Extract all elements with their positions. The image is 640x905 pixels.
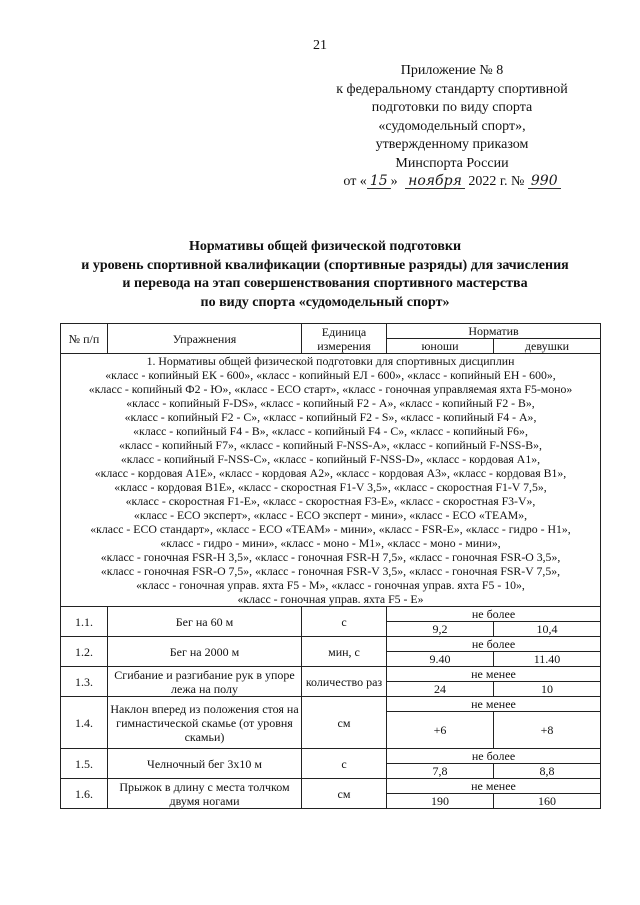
handwritten-day: 15 bbox=[367, 174, 391, 189]
title-line: и перевода на этап совершенствования спортивного мастерства bbox=[122, 276, 528, 291]
row-unit: см bbox=[302, 697, 387, 749]
row-boys: 7,8 bbox=[387, 764, 494, 779]
order-date-line bbox=[302, 173, 602, 192]
title-line: Нормативы общей физической подготовки bbox=[188, 239, 462, 254]
table-row bbox=[61, 637, 601, 652]
row-condition: не менее bbox=[387, 779, 601, 794]
table-row bbox=[61, 749, 601, 764]
header-girls: девушки bbox=[494, 339, 601, 354]
page-number: 21 bbox=[313, 38, 327, 53]
handwritten-month: ноября bbox=[405, 174, 465, 189]
section-line: «класс - копийный Ф2 - Ю», «класс - ECO старт», «класс - гоночная управляемая яхта F5-моно» bbox=[88, 382, 573, 396]
section-line: «класс - ECO стандарт», «класс - ECO «TEAM» - мини», «класс - FSR-Е», «класс - гидро - Н1», bbox=[90, 522, 571, 536]
row-girls: 10 bbox=[494, 682, 601, 697]
section-row bbox=[61, 354, 601, 607]
section-line: «класс - гоночная FSR-О 7,5», «класс - гоночная FSR-V 3,5», «класс - гоночная FSR-V 7,5», bbox=[100, 564, 561, 578]
document-title bbox=[30, 238, 620, 312]
date-year: 2022 г. № bbox=[468, 174, 525, 189]
row-girls: 10,4 bbox=[494, 622, 601, 637]
header-boys: юноши bbox=[387, 339, 494, 354]
header-norm: Норматив bbox=[387, 324, 601, 339]
row-unit: см bbox=[302, 779, 387, 809]
appendix-line: к федеральному стандарту спортивной bbox=[336, 81, 568, 97]
row-condition: не менее bbox=[387, 667, 601, 682]
row-girls: 8,8 bbox=[494, 764, 601, 779]
table-row bbox=[61, 779, 601, 794]
row-boys: 24 bbox=[387, 682, 494, 697]
row-exercise: Сгибание и разгибание рук в упоре лежа на полу bbox=[108, 667, 302, 697]
row-exercise: Бег на 60 м bbox=[108, 607, 302, 637]
row-exercise: Челночный бег 3х10 м bbox=[108, 749, 302, 779]
row-exercise: Бег на 2000 м bbox=[108, 637, 302, 667]
row-unit: с bbox=[302, 749, 387, 779]
appendix-line: подготовки по виду спорта bbox=[371, 100, 533, 115]
row-condition: не менее bbox=[387, 697, 601, 712]
section-line: «класс - копийный ЕК - 600», «класс - копийный ЕЛ - 600», «класс - копийный ЕН - 600», bbox=[105, 368, 556, 382]
section-line: «класс - гидро - мини», «класс - моно - М1», «класс - моно - мини», bbox=[160, 536, 501, 550]
section-line: «класс - гоночная управ. яхта F5 - М», «класс - гоночная управ. яхта F5 - 10», bbox=[136, 578, 525, 592]
section-line: «класс - скоростная F1-Е», «класс - скоростная F3-Е», «класс - скоростная F3-V», bbox=[125, 494, 536, 508]
section-line: «класс - копийный F-DS», «класс - копийный F2 - А», «класс - копийный F2 - В», bbox=[126, 396, 535, 410]
section-line: «класс - копийный F-NSS-C», «класс - копийный F-NSS-D», «класс - кордовая А1», bbox=[120, 452, 541, 466]
appendix-line: «судомодельный спорт», bbox=[378, 118, 526, 134]
row-unit: количество раз bbox=[302, 667, 387, 697]
row-exercise: Наклон вперед из положения стоя на гимнастической скамье (от уровня скамьи) bbox=[108, 697, 302, 749]
section-line: 1. Нормативы общей физической подготовки для спортивных дисциплин bbox=[146, 354, 515, 368]
header-exercise: Упражнения bbox=[108, 324, 302, 354]
row-boys: 190 bbox=[387, 794, 494, 809]
row-boys: 9.40 bbox=[387, 652, 494, 667]
row-boys: 9,2 bbox=[387, 622, 494, 637]
row-exercise: Прыжок в длину с места толчком двумя ногами bbox=[108, 779, 302, 809]
table-row bbox=[61, 607, 601, 622]
row-unit: с bbox=[302, 607, 387, 637]
appendix-line: Минспорта России bbox=[395, 155, 509, 171]
row-num: 1.6. bbox=[61, 779, 108, 809]
section-line: «класс - ECO эксперт», «класс - ECO эксперт - мини», «класс - ECO «TEAM», bbox=[133, 508, 528, 522]
table-row bbox=[61, 667, 601, 682]
title-line: и уровень спортивной квалификации (спортивные разряды) для зачисления bbox=[81, 257, 569, 273]
section-line: «класс - гоночная FSR-Н 3,5», «класс - гоночная FSR-Н 7,5», «класс - гоночная FSR-О 3,5», bbox=[100, 550, 561, 564]
row-boys: +6 bbox=[387, 712, 494, 749]
appendix-line: Приложение № 8 bbox=[400, 63, 504, 78]
row-unit: мин, с bbox=[302, 637, 387, 667]
row-num: 1.3. bbox=[61, 667, 108, 697]
section-line: «класс - копийный F2 - С», «класс - копийный F2 - S», «класс - копийный F4 - А», bbox=[124, 410, 537, 424]
table-header-row bbox=[61, 324, 601, 339]
appendix-line: утвержденному приказом bbox=[375, 137, 529, 152]
row-condition: не более bbox=[387, 637, 601, 652]
title-line: по виду спорта «судомодельный спорт» bbox=[200, 294, 450, 310]
row-num: 1.5. bbox=[61, 749, 108, 779]
row-girls: 160 bbox=[494, 794, 601, 809]
date-prefix: от « bbox=[343, 174, 367, 189]
header-unit: Единица измерения bbox=[302, 324, 387, 354]
row-girls: 11.40 bbox=[494, 652, 601, 667]
date-mid: » bbox=[390, 174, 398, 189]
norms-table bbox=[60, 323, 601, 809]
row-num: 1.4. bbox=[61, 697, 108, 749]
section-line: «класс - гоночная управ. яхта F5 - Е» bbox=[237, 592, 424, 606]
row-condition: не более bbox=[387, 749, 601, 764]
section-line: «класс - копийный F7», «класс - копийный F-NSS-A», «класс - копийный F-NSS-B», bbox=[119, 438, 542, 452]
appendix-header bbox=[302, 62, 602, 192]
handwritten-order-number: 990 bbox=[528, 174, 561, 189]
row-num: 1.1. bbox=[61, 607, 108, 637]
section-disciplines bbox=[61, 354, 601, 607]
section-line: «класс - кордовая В1Е», «класс - скоростная F1-V 3,5», «класс - скоростная F1-V 7,5», bbox=[114, 480, 547, 494]
row-num: 1.2. bbox=[61, 637, 108, 667]
row-girls: +8 bbox=[494, 712, 601, 749]
header-num: № п/п bbox=[61, 324, 108, 354]
section-line: «класс - кордовая А1Е», «класс - кордовая А2», «класс - кордовая А3», «класс - кордовая В1», bbox=[94, 466, 567, 480]
section-line: «класс - копийный F4 - В», «класс - копийный F4 - С», «класс - копийный F6», bbox=[133, 424, 528, 438]
table-row bbox=[61, 697, 601, 712]
row-condition: не более bbox=[387, 607, 601, 622]
